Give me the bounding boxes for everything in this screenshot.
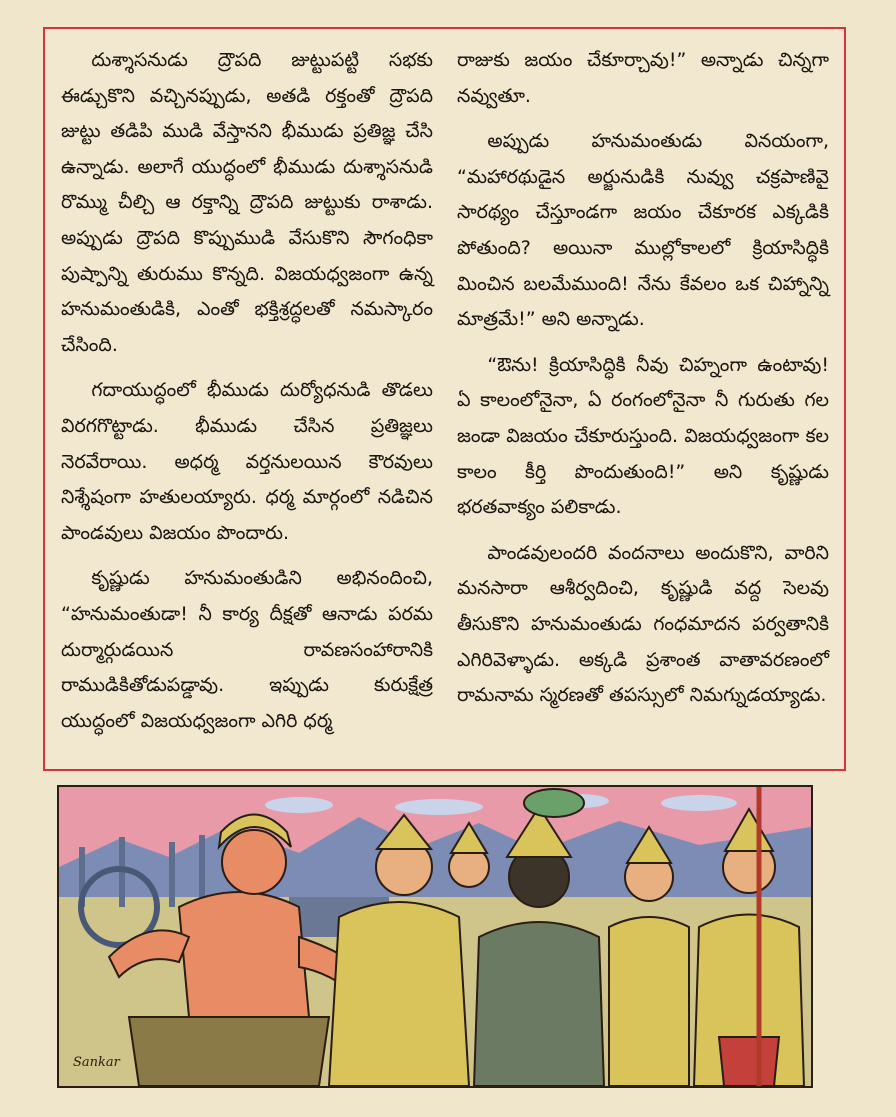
illustration-panel <box>57 785 813 1088</box>
right-text-column <box>457 43 829 714</box>
left-text-column <box>61 43 433 739</box>
paragraph: గదాయుద్ధంలో భీముడు దుర్యోధనుడి తొడలు విరగగొట్టాడు. భీముడు చేసిన ప్రతిజ్ఞలు నెరవేరాయి. అధర్మ వర్తనులయిన కౌరవులు నిశ్శేషంగా హతులయ్యారు. ధర్మ మార్గంలో నడిచిన పాండవులు విజయం పొందారు. <box>61 379 433 544</box>
paragraph: రాజుకు జయం చేకూర్చావు!” అన్నాడు చిన్నగా నవ్వుతూ. <box>457 49 829 107</box>
paragraph: దుశ్శాసనుడు ద్రౌపది జుట్టుపట్టి సభకు ఈడ్చుకొని వచ్చినప్పుడు, అతడి రక్తంతో ద్రౌపది జుట్టు తడిపి ముడి వేస్తానని భీముడు ప్రతిజ్ఞ చేసి ఉన్నాడు. అలాగే యుద్ధంలో భీముడు దుశ్శాసనుడి రొమ్ము చీల్చి ఆ రక్తాన్ని ద్రౌపది జుట్టుకు రాశాడు. అప్పుడు ద్రౌపది కొప్పుముడి వేసుకొని సౌగంధికా పుష్పాన్ని తురుము కొన్నది. విజయధ్వజంగా ఉన్న హనుమంతుడికి, ఎంతో భక్తిశ్రద్ధలతో నమస్కారం చేసింది. <box>61 49 433 356</box>
story-text-frame <box>43 27 846 771</box>
paragraph: “ఔను! క్రియాసిద్ధికి నీవు చిహ్నంగా ఉంటావు! ఏ కాలంలోనైనా, ఏ రంగంలోనైనా నీ గురుతు గల జండా విజయం చేకూరుస్తుంది. విజయధ్వజంగా కల కాలం కీర్తి పొందుతుంది!” అని కృష్ణుడు భరతవాక్యం పలికాడు. <box>457 353 829 519</box>
artist-signature: Sankar <box>73 1055 120 1070</box>
paragraph: పాండవులందరి వందనాలు అందుకొని, వారిని మనసారా ఆశీర్వదించి, కృష్ణుడి వద్ద సెలవు తీసుకొని హనుమంతుడు గంధమాదన పర్వతానికి ఎగిరివెళ్ళాడు. అక్కడి ప్రశాంత వాతావరణంలో రామనామ స్మరణతో తపస్సులో నిమగ్నుడయ్యాడు. <box>457 541 829 707</box>
paragraph: అప్పుడు హనుమంతుడు వినయంగా, “మహారథుడైన అర్జునుడికి నువ్వు చక్రపాణివై సారథ్యం చేస్తూండగా జయం చేకూరక ఎక్కడికి పోతుంది? అయినా ముల్లోకాలలో క్రియాసిద్ధికి మించిన బలమేముంది! నేను కేవలం ఒక చిహ్నాన్ని మాత్రమే!” అని అన్నాడు. <box>457 130 829 331</box>
paragraph: కృష్ణుడు హనుమంతుడిని అభినందించి, “హనుమంతుడా! నీ కార్య దీక్షతో ఆనాడు పరమ దుర్మార్గుడయిన రావణసంహారానికి రాముడికితోడుపడ్డావు. ఇప్పుడు కురుక్షేత్ర యుద్ధంలో విజయధ్వజంగా ఎగిరి ధర్మ <box>61 567 433 732</box>
illustration-art <box>59 787 811 1086</box>
